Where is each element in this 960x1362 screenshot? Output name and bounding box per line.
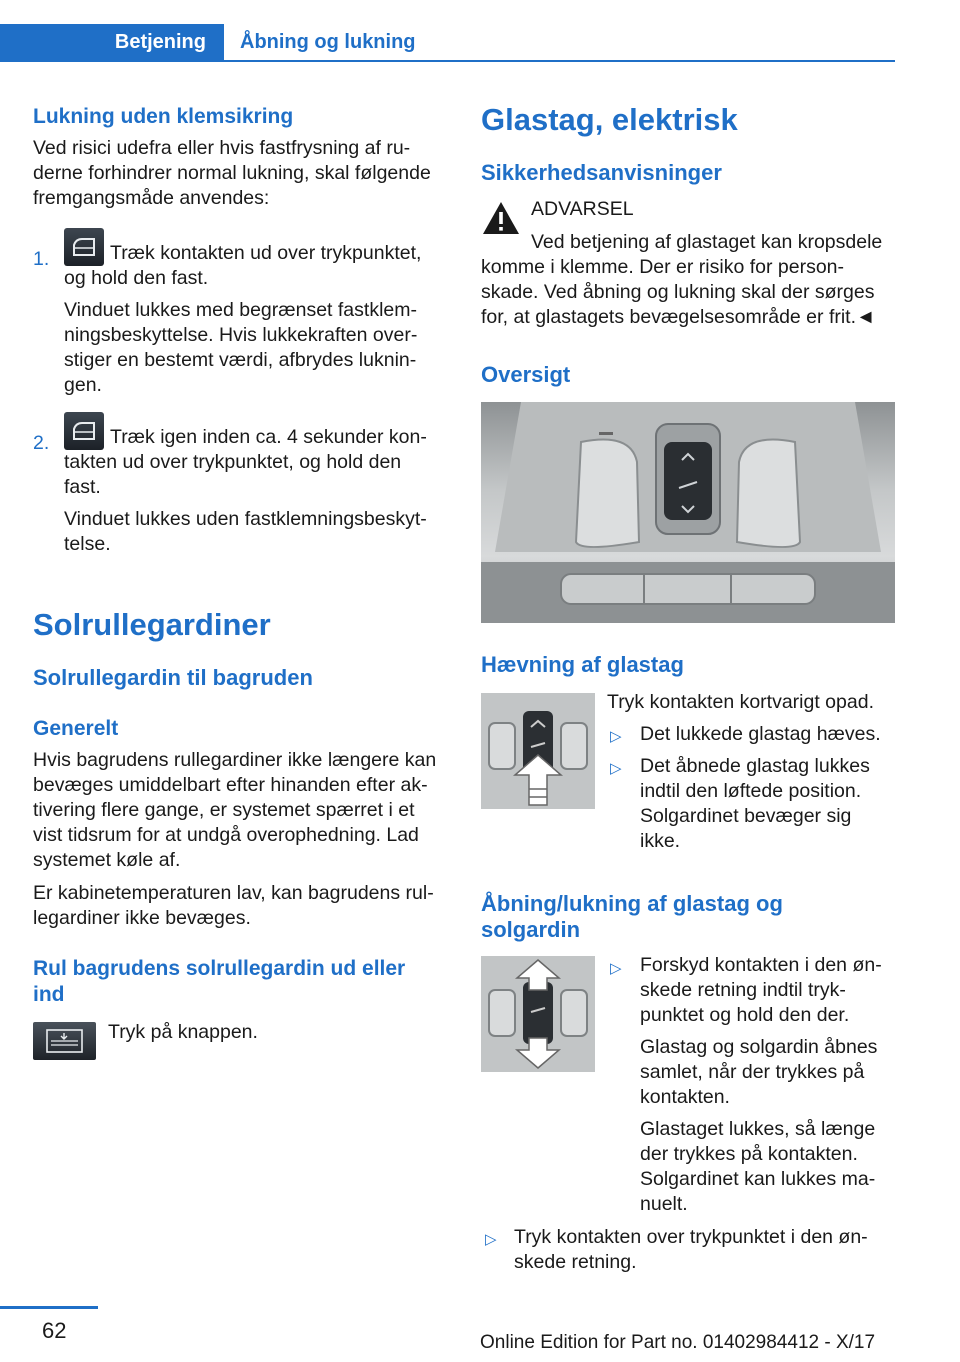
haevning-text: Tryk kontakten kortvarigt opad.	[607, 691, 874, 713]
step-1-number: 1.	[33, 248, 50, 270]
generelt-paragraph-1: Hvis bagrudens rullegardiner ikke længere kan bevæges umiddelbart efter hinanden efter ak- tivering flere gange, er systemet spærret i et vist tidsrum for at undgå overophedning. Lad systemet køle af.	[33, 749, 437, 871]
haevning-bullet-2: Det åbnede glastag lukkes indtil den løftede position. Solgardinet bevæger sig ikke.	[640, 755, 870, 852]
heading-solrullegardiner: Solrullegardiner	[33, 607, 271, 642]
heading-oversigt: Oversigt	[481, 362, 571, 387]
heading-aabning-lukning: Åbning/lukning af glastag og solgardin	[481, 891, 783, 942]
tab-betjening[interactable]: Betjening	[0, 24, 224, 60]
aabning-bullet-1: Forskyd kontakten i den øn- skede retning indtil tryk- punktet og hold den der. Glastag og solgardin åbnes samlet, når der trykkes på kontakten. Glastaget lukkes, så længe der trykkes på kontakten. Solgardinet kan lukkes ma- nuelt.	[640, 954, 882, 1215]
aabning-bullet-2: Tryk kontakten over trykpunktet i den øn- skede retning.	[514, 1226, 868, 1273]
step-2: Træk igen inden ca. 4 sekunder kon- takten ud over trykpunktet, og hold den fast. Vinduet lukkes uden fastklemningsbeskyt- telse.	[64, 412, 444, 557]
footer-edition: Online Edition for Part no. 01402984412 - X/17	[480, 1332, 876, 1353]
warning-title: ADVARSEL	[531, 198, 634, 220]
window-switch-icon	[64, 412, 104, 450]
step-1: Træk kontakten ud over trykpunktet, og hold den fast. Vinduet lukkes med begrænset fastklem- ningsbeskyttelse. Hvis lukkekraften over- stiger en bestemt værdi, afbrydes luknin- gen.	[64, 228, 444, 398]
bullet-marker: ▷	[610, 760, 622, 777]
window-switch-icon	[64, 228, 104, 266]
heading-haevning: Hævning af glastag	[481, 652, 684, 677]
switch-raise-image	[481, 693, 595, 809]
page-header	[0, 24, 895, 62]
warning-text: Ved betjening af glastaget kan kropsdele komme i klemme. Der er risiko for person- skade. Ved åbning og lukning skal der sørges for, at glastagets bevægelsesområde er frit.◄	[481, 231, 883, 328]
tab-aabning-og-lukning[interactable]: Åbning og lukning	[240, 30, 416, 53]
heading-glastag-elektrisk: Glastag, elektrisk	[481, 102, 738, 137]
page-number: 62	[42, 1318, 67, 1343]
rul-text: Tryk på knappen.	[108, 1021, 258, 1043]
heading-rul-bagrudens: Rul bagrudens solrullegardin ud eller ind	[33, 957, 406, 1006]
generelt-paragraph-2: Er kabinetemperaturen lav, kan bagrudens rul- legardiner ikke bevæges.	[33, 882, 434, 929]
heading-generelt: Generelt	[33, 717, 119, 740]
haevning-bullet-1: Det lukkede glastag hæves.	[640, 723, 881, 745]
bullet-marker: ▷	[485, 1231, 497, 1248]
bullet-marker: ▷	[610, 728, 622, 745]
sunblind-button-icon	[33, 1022, 96, 1060]
switch-slide-image	[481, 956, 595, 1072]
heading-sikkerhedsanvisninger: Sikkerhedsanvisninger	[481, 160, 722, 185]
step-2-number: 2.	[33, 432, 50, 454]
heading-lukning-uden-klemsikring: Lukning uden klemsikring	[33, 105, 294, 128]
roof-console-photo	[481, 402, 895, 623]
intro-paragraph: Ved risici udefra eller hvis fastfrysning af ru- derne forhindrer normal lukning, skal følgende fremgangsmåde anvendes:	[33, 137, 431, 209]
heading-solrullegardin-bagruden: Solrullegardin til bagruden	[33, 665, 313, 690]
footer-rule	[0, 1306, 98, 1309]
bullet-marker: ▷	[610, 960, 622, 977]
